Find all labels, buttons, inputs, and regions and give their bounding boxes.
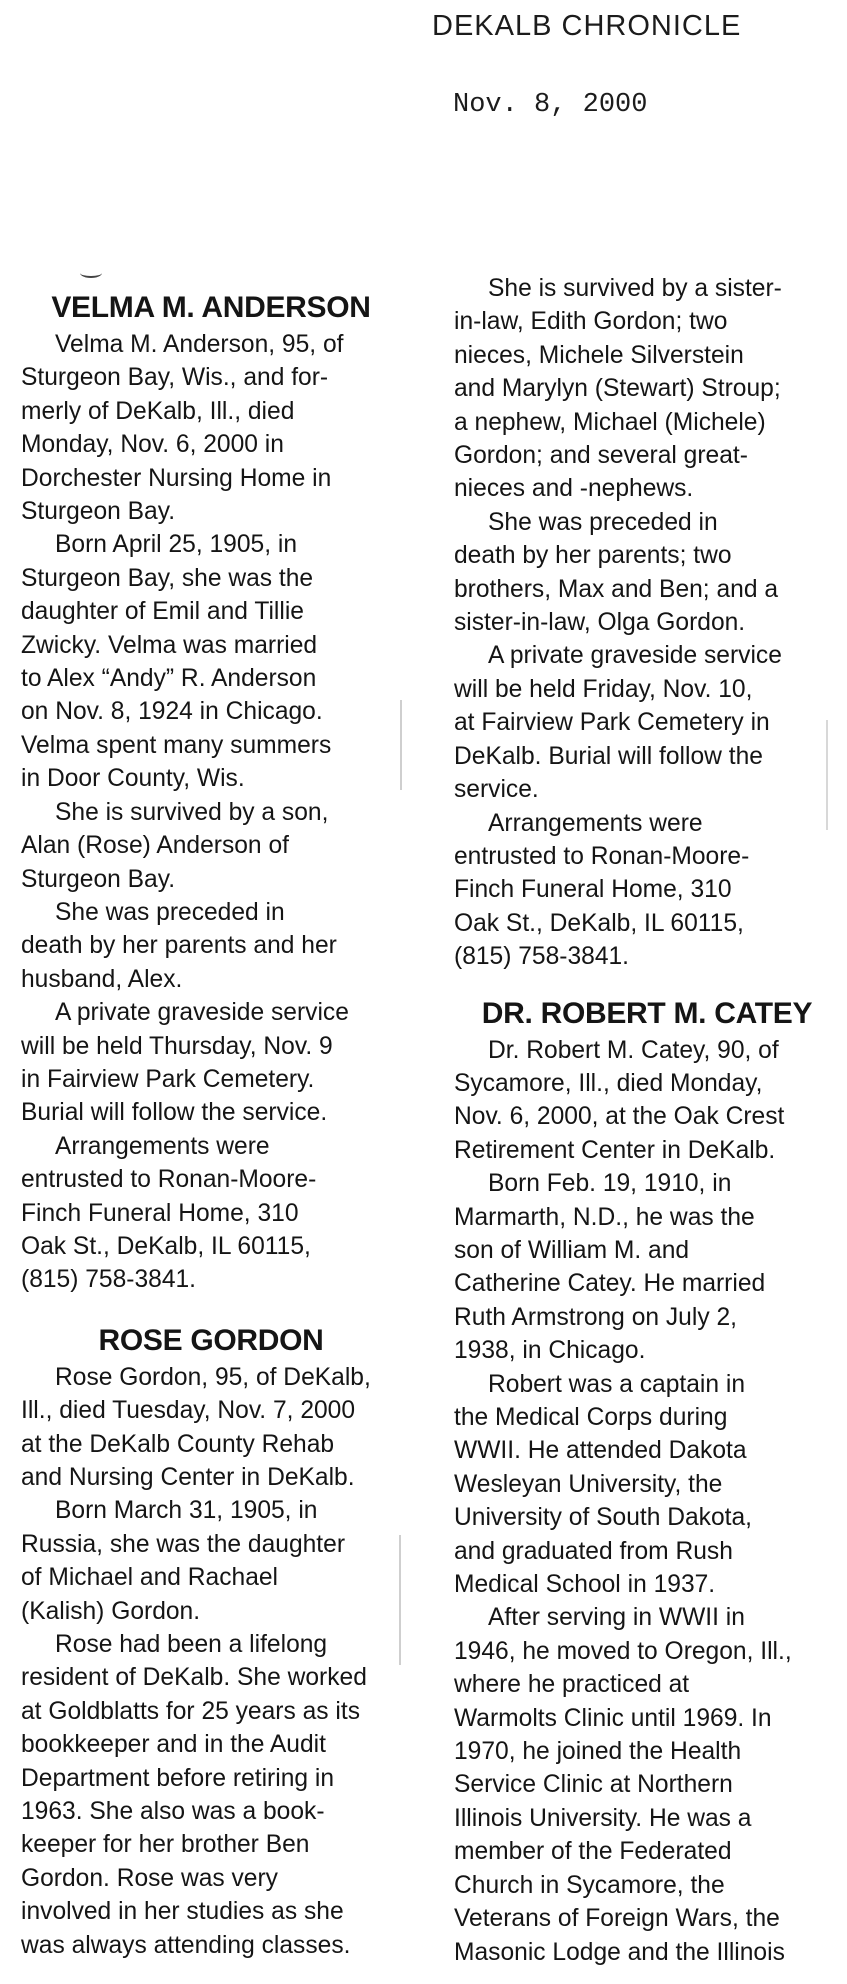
text-line: and Nursing Center in DeKalb. xyxy=(21,1464,355,1491)
obituary-body-anderson xyxy=(21,328,401,1297)
text-line: the Medical Corps during xyxy=(454,1404,728,1431)
text-line: Velma M. Anderson, 95, of xyxy=(55,331,344,358)
obituary-heading-catey: DR. ROBERT M. CATEY xyxy=(481,996,813,1030)
text-line: brothers, Max and Ben; and a xyxy=(454,575,779,603)
text-line: 1963. She also was a book- xyxy=(21,1798,325,1826)
obituary-heading-anderson: VELMA M. ANDERSON xyxy=(51,291,371,324)
column-rule xyxy=(826,720,828,830)
right-column xyxy=(454,272,840,1969)
text-line: death by her parents; two xyxy=(454,542,732,570)
text-line: A private graveside service xyxy=(488,642,782,670)
left-column xyxy=(21,288,401,1962)
column-rule xyxy=(400,700,402,790)
text-line: merly of DeKalb, Ill., died xyxy=(21,397,295,425)
text-line: Catherine Catey. He married xyxy=(454,1270,766,1298)
text-line: (815) 758-3841. xyxy=(454,943,630,971)
text-line: sister-in-law, Olga Gordon. xyxy=(454,609,746,637)
text-line: in Door County, Wis. xyxy=(21,765,245,793)
text-line: at Goldblatts for 25 years as its xyxy=(21,1697,361,1725)
text-line: Velma spent many summers xyxy=(21,731,332,759)
text-line: nieces and -nephews. xyxy=(454,475,694,503)
text-line: involved in her studies as she xyxy=(21,1898,344,1926)
text-line: Ruth Armstrong on July 2, xyxy=(454,1303,737,1331)
text-line: death by her parents and her xyxy=(21,932,337,960)
text-line: Warmolts Clinic until 1969. In xyxy=(454,1704,772,1732)
text-line: Department before retiring in xyxy=(21,1764,335,1792)
obituary-body-gordon-continued xyxy=(454,272,840,974)
text-line: Dr. Robert M. Catey, 90, of xyxy=(488,1036,779,1064)
text-line: at Fairview Park Cemetery in xyxy=(454,709,770,737)
text-line: Ill., died Tuesday, Nov. 7, 2000 xyxy=(21,1397,356,1425)
text-line: son of William M. and xyxy=(454,1236,690,1264)
text-line: on Nov. 8, 1924 in Chicago. xyxy=(21,698,323,726)
text-line: Born Feb. 19, 1910, in xyxy=(488,1170,732,1198)
text-line: Born March 31, 1905, in xyxy=(55,1497,318,1525)
text-line: Veterans of Foreign Wars, the xyxy=(454,1905,780,1933)
obituary-body-catey xyxy=(454,1034,840,1969)
text-line: in Fairview Park Cemetery. xyxy=(21,1065,315,1093)
text-line: will be held Friday, Nov. 10, xyxy=(454,675,753,703)
text-line: DeKalb. Burial will follow the xyxy=(454,742,763,770)
newspaper-masthead: DEKALB CHRONICLE xyxy=(432,10,742,42)
text-line: will be held Thursday, Nov. 9 xyxy=(21,1032,333,1060)
text-line: a nephew, Michael (Michele) xyxy=(454,408,766,436)
text-line: Retirement Center in DeKalb. xyxy=(454,1136,776,1164)
publication-date: Nov. 8, 2000 xyxy=(453,90,648,120)
text-line: Sturgeon Bay. xyxy=(21,865,176,893)
text-line: Medical School in 1937. xyxy=(454,1571,716,1599)
text-line: (Kalish) Gordon. xyxy=(21,1597,201,1625)
text-line: in-law, Edith Gordon; two xyxy=(454,308,728,336)
text-line: entrusted to Ronan-Moore- xyxy=(21,1166,317,1194)
text-line: entrusted to Ronan-Moore- xyxy=(454,842,750,870)
text-line: Robert was a captain in xyxy=(488,1370,746,1398)
text-line: to Alex “Andy” R. Anderson xyxy=(21,665,317,693)
text-line: 1970, he joined the Health xyxy=(454,1738,742,1766)
text-line: at the DeKalb County Rehab xyxy=(21,1430,335,1458)
text-line: 1938, in Chicago. xyxy=(454,1337,646,1365)
text-line: Born April 25, 1905, in xyxy=(55,531,297,559)
text-line: WWII. He attended Dakota xyxy=(454,1437,747,1465)
column-rule xyxy=(399,1535,401,1665)
text-line: and Marylyn (Stewart) Stroup; xyxy=(454,375,781,403)
text-line: Monday, Nov. 6, 2000 in xyxy=(21,431,284,459)
text-line: Rose Gordon, 95, of DeKalb, xyxy=(55,1363,371,1391)
text-line: Wesleyan University, the xyxy=(454,1470,723,1498)
text-line: Sturgeon Bay, she was the xyxy=(21,564,314,592)
text-line: Church in Sycamore, the xyxy=(454,1871,725,1899)
text-line: Illinois University. He was a xyxy=(454,1804,752,1832)
text-line: Masonic Lodge and the Illinois xyxy=(454,1938,785,1966)
text-line: Russia, she was the daughter xyxy=(21,1530,346,1558)
text-line: daughter of Emil and Tillie xyxy=(21,598,304,626)
text-line: 1946, he moved to Oregon, Ill., xyxy=(454,1637,792,1665)
text-line: Dorchester Nursing Home in xyxy=(21,464,332,492)
text-line: Nov. 6, 2000, at the Oak Crest xyxy=(454,1103,785,1131)
text-line: After serving in WWII in xyxy=(488,1604,745,1632)
text-line: where he practiced at xyxy=(454,1671,690,1699)
text-line: University of South Dakota, xyxy=(454,1504,752,1532)
text-line: A private graveside service xyxy=(55,999,349,1027)
text-line: Finch Funeral Home, 310 xyxy=(454,876,732,904)
text-line: She was preceded in xyxy=(55,898,285,926)
pen-mark xyxy=(80,268,102,278)
text-line: Gordon. Rose was very xyxy=(21,1864,278,1892)
text-line: bookkeeper and in the Audit xyxy=(21,1731,326,1759)
text-line: (815) 758-3841. xyxy=(21,1266,197,1294)
text-line: She is survived by a sister- xyxy=(488,275,782,302)
text-line: and graduated from Rush xyxy=(454,1537,733,1565)
text-line: Oak St., DeKalb, IL 60115, xyxy=(454,909,744,937)
text-line: of Michael and Rachael xyxy=(21,1564,279,1592)
text-line: Burial will follow the service. xyxy=(21,1099,328,1127)
text-line: member of the Federated xyxy=(454,1838,732,1866)
text-line: husband, Alex. xyxy=(21,965,183,993)
text-line: Oak St., DeKalb, IL 60115, xyxy=(21,1232,311,1260)
text-line: resident of DeKalb. She worked xyxy=(21,1664,367,1692)
text-line: Gordon; and several great- xyxy=(454,442,748,470)
text-line: Rose had been a lifelong xyxy=(55,1631,328,1659)
text-line: keeper for her brother Ben xyxy=(21,1831,310,1859)
text-line: Sturgeon Bay. xyxy=(21,498,176,526)
text-line: was always attending classes. xyxy=(21,1931,351,1959)
text-line: Arrangements were xyxy=(488,809,703,837)
text-line: Arrangements were xyxy=(55,1132,270,1160)
text-line: She was preceded in xyxy=(488,508,718,536)
text-line: Marmarth, N.D., he was the xyxy=(454,1203,755,1231)
text-line: Service Clinic at Northern xyxy=(454,1771,733,1799)
obituary-heading-gordon: ROSE GORDON xyxy=(98,1323,324,1357)
text-line: Sturgeon Bay, Wis., and for- xyxy=(21,364,329,392)
text-line: Alan (Rose) Anderson of xyxy=(21,832,289,860)
text-line: nieces, Michele Silverstein xyxy=(454,341,744,369)
obituary-body-gordon xyxy=(21,1361,401,1962)
text-line: She is survived by a son, xyxy=(55,798,329,826)
text-line: Sycamore, Ill., died Monday, xyxy=(454,1069,763,1097)
text-line: service. xyxy=(454,776,539,804)
text-line: Finch Funeral Home, 310 xyxy=(21,1199,299,1227)
text-line: Zwicky. Velma was married xyxy=(21,631,318,659)
